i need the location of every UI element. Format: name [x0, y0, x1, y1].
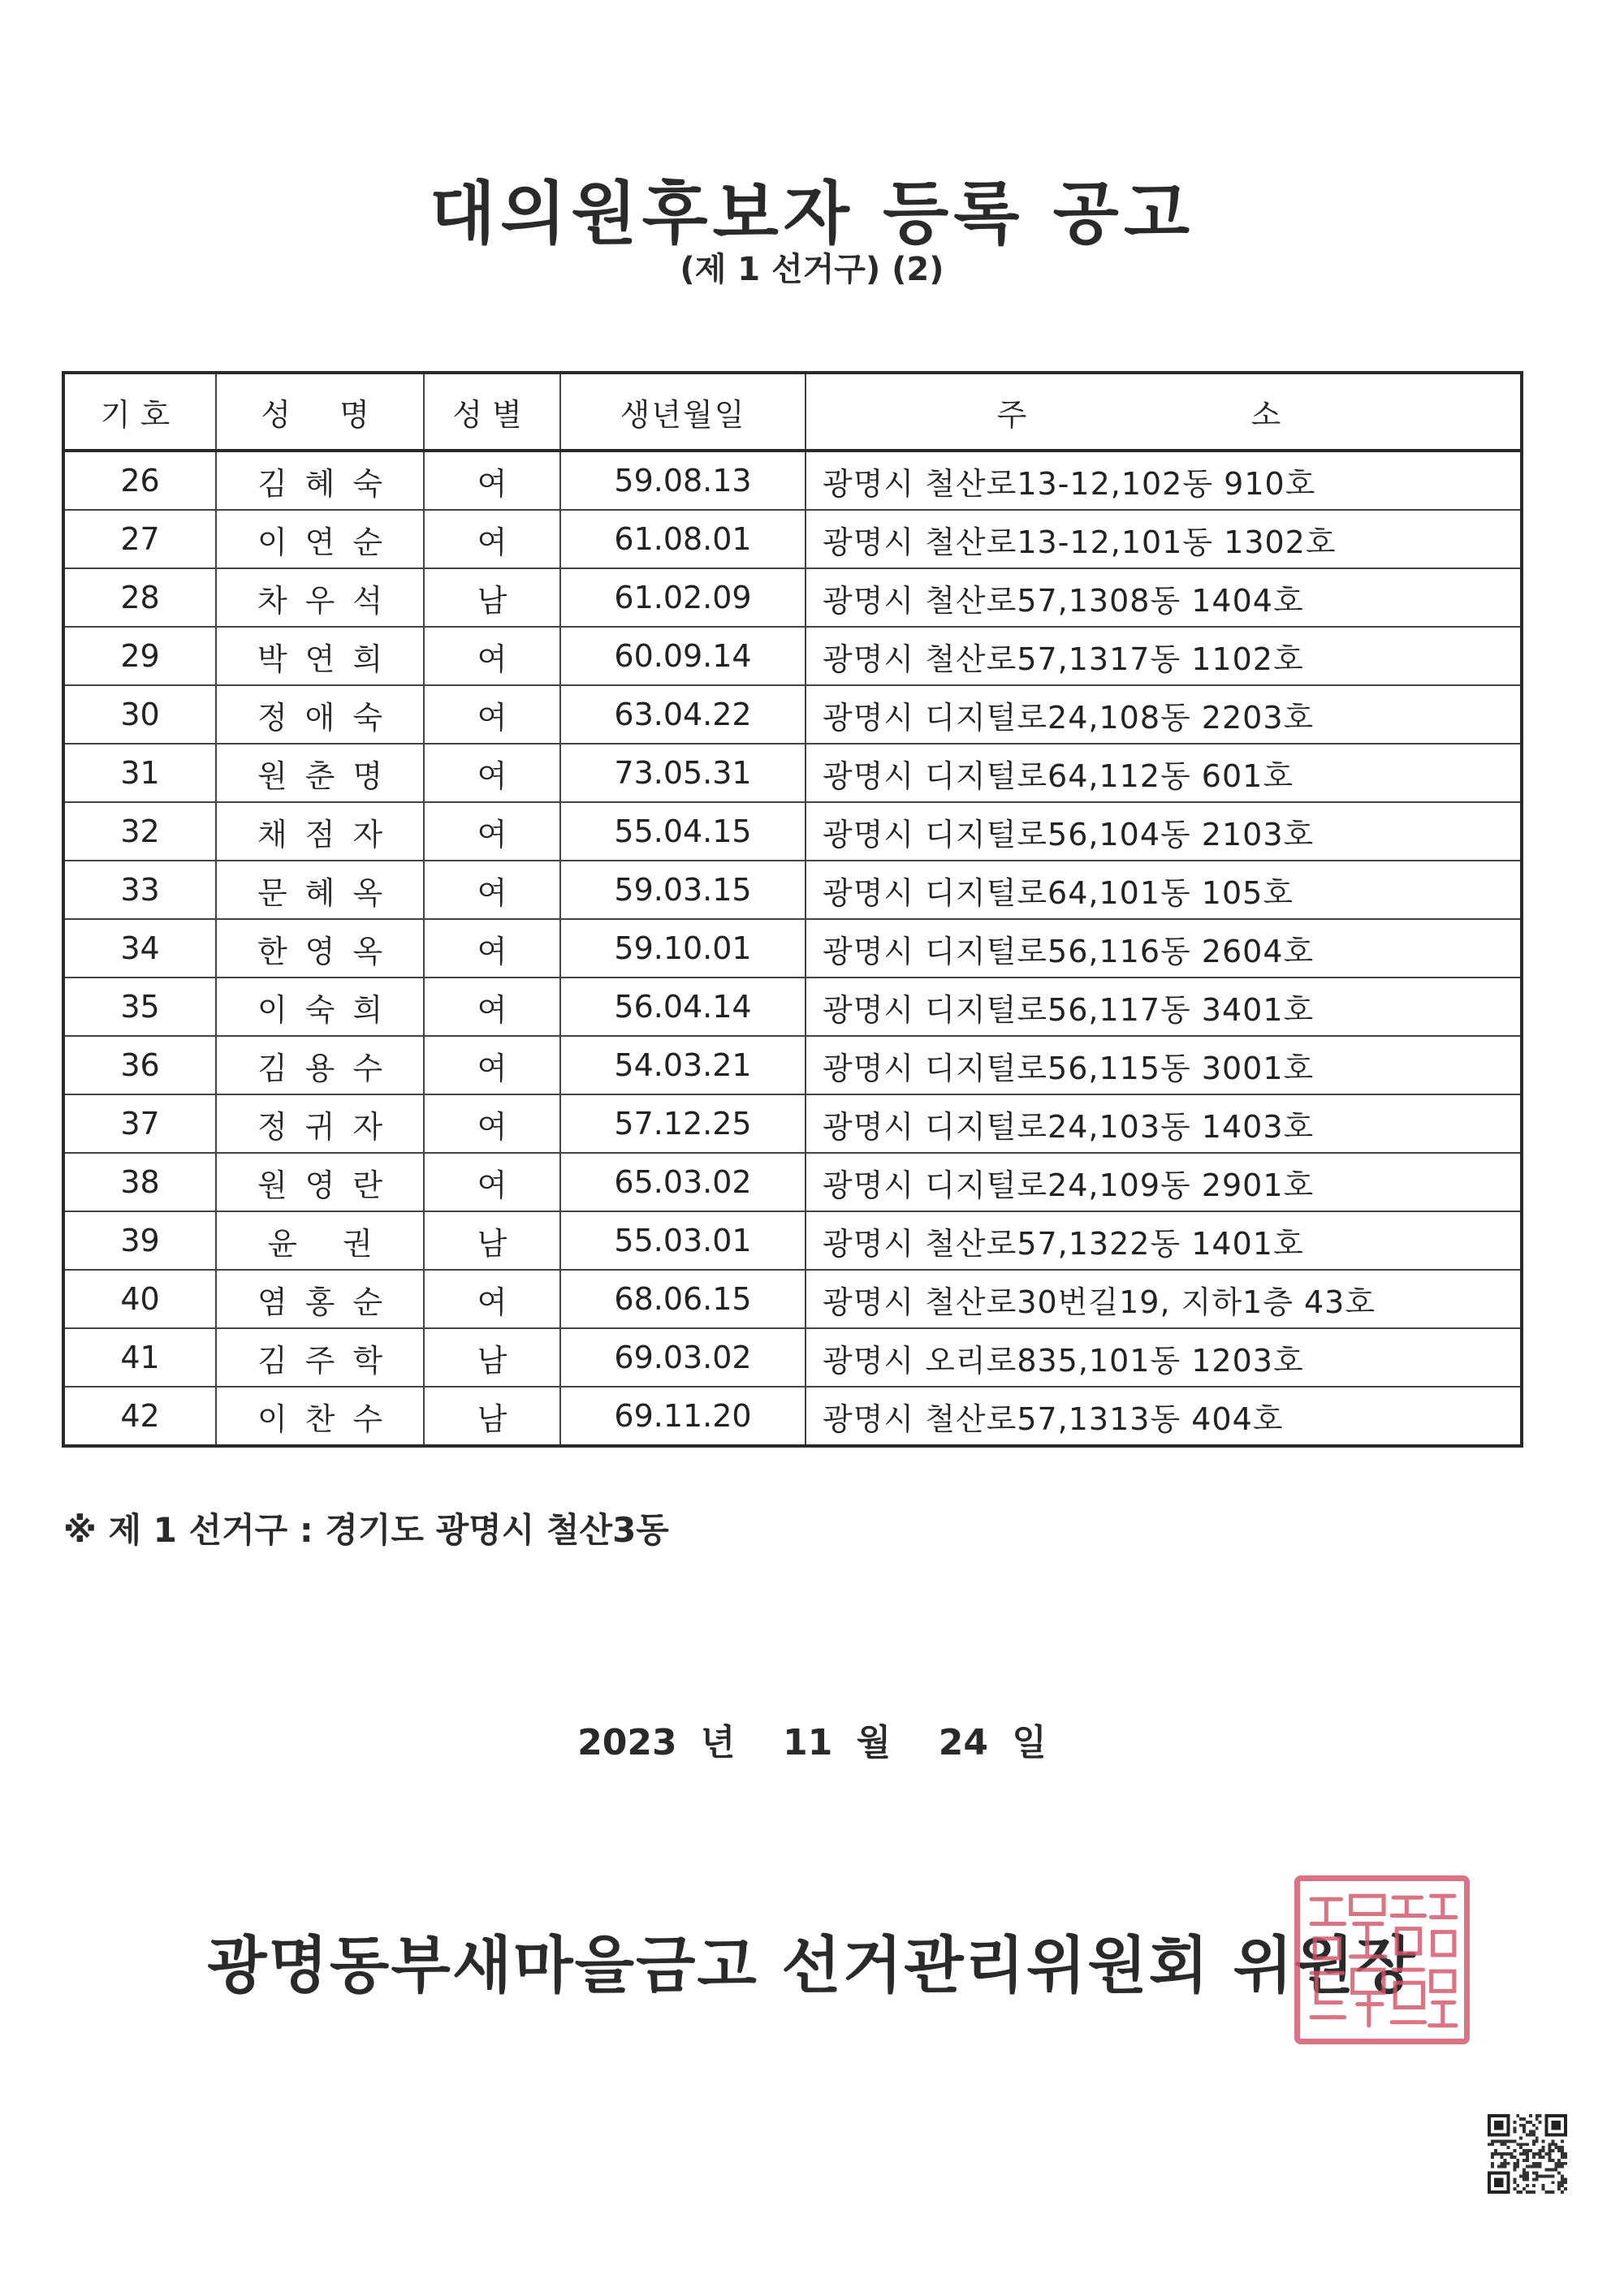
cell-birthdate: 59.03.15 — [560, 861, 806, 919]
cell-gender: 남 — [424, 568, 560, 627]
cell-gender: 여 — [424, 685, 560, 744]
header-address: 주 소 — [806, 373, 1522, 451]
cell-gender: 여 — [424, 1036, 560, 1094]
cell-address: 광명시 디지털로56,116동 2604호 — [806, 919, 1522, 978]
cell-address: 광명시 철산로57,1308동 1404호 — [806, 568, 1522, 627]
cell-number: 30 — [63, 685, 216, 744]
cell-birthdate: 55.04.15 — [560, 802, 806, 861]
cell-gender: 남 — [424, 1387, 560, 1446]
cell-gender: 여 — [424, 627, 560, 685]
table-row — [63, 568, 1522, 627]
cell-address: 광명시 철산로30번길19, 지하1층 43호 — [806, 1270, 1522, 1328]
cell-number: 27 — [63, 510, 216, 568]
cell-birthdate: 55.03.01 — [560, 1211, 806, 1270]
table-row — [63, 802, 1522, 861]
cell-gender: 여 — [424, 861, 560, 919]
cell-birthdate: 56.04.14 — [560, 978, 806, 1036]
table-row — [63, 1328, 1522, 1387]
cell-number: 42 — [63, 1387, 216, 1446]
cell-number: 35 — [63, 978, 216, 1036]
cell-number: 33 — [63, 861, 216, 919]
cell-name: 이숙희 — [216, 978, 424, 1036]
table-row — [63, 451, 1522, 510]
cell-address: 광명시 디지털로56,115동 3001호 — [806, 1036, 1522, 1094]
cell-number: 29 — [63, 627, 216, 685]
cell-number: 38 — [63, 1153, 216, 1211]
cell-birthdate: 68.06.15 — [560, 1270, 806, 1328]
cell-number: 26 — [63, 451, 216, 510]
cell-birthdate: 59.10.01 — [560, 919, 806, 978]
cell-name: 김주학 — [216, 1328, 424, 1387]
cell-gender: 여 — [424, 978, 560, 1036]
cell-gender: 여 — [424, 451, 560, 510]
cell-gender: 여 — [424, 802, 560, 861]
cell-birthdate: 61.08.01 — [560, 510, 806, 568]
cell-gender: 남 — [424, 1211, 560, 1270]
table-row — [63, 627, 1522, 685]
cell-birthdate: 61.02.09 — [560, 568, 806, 627]
candidate-table — [62, 371, 1523, 1448]
cell-address: 광명시 철산로57,1317동 1102호 — [806, 627, 1522, 685]
cell-address: 광명시 디지털로24,109동 2901호 — [806, 1153, 1522, 1211]
table-row — [63, 1270, 1522, 1328]
cell-name: 한영옥 — [216, 919, 424, 978]
seal-icon — [1300, 1881, 1464, 2039]
table-row — [63, 744, 1522, 802]
header-number: 기호 — [63, 373, 216, 451]
cell-number: 31 — [63, 744, 216, 802]
announcement-date: 2023 년 11 월 24 일 — [577, 1722, 1047, 1763]
cell-birthdate: 60.09.14 — [560, 627, 806, 685]
table-body — [63, 451, 1522, 1446]
cell-name: 염홍순 — [216, 1270, 424, 1328]
table-row — [63, 919, 1522, 978]
cell-birthdate: 57.12.25 — [560, 1094, 806, 1153]
header-row — [63, 373, 1522, 451]
official-seal-stamp — [1294, 1875, 1470, 2044]
cell-gender: 여 — [424, 1153, 560, 1211]
cell-name: 정애숙 — [216, 685, 424, 744]
cell-birthdate: 54.03.21 — [560, 1036, 806, 1094]
header-name: 성 명 — [216, 373, 424, 451]
cell-address: 광명시 디지털로64,112동 601호 — [806, 744, 1522, 802]
cell-birthdate: 69.03.02 — [560, 1328, 806, 1387]
cell-name: 차우석 — [216, 568, 424, 627]
table-row — [63, 978, 1522, 1036]
cell-address: 광명시 디지털로24,103동 1403호 — [806, 1094, 1522, 1153]
cell-name: 원영란 — [216, 1153, 424, 1211]
cell-gender: 여 — [424, 1270, 560, 1328]
table-row — [63, 861, 1522, 919]
table-row — [63, 1211, 1522, 1270]
table-header — [63, 373, 1522, 451]
cell-number: 36 — [63, 1036, 216, 1094]
cell-address: 광명시 오리로835,101동 1203호 — [806, 1328, 1522, 1387]
table-row — [63, 1387, 1522, 1446]
cell-birthdate: 63.04.22 — [560, 685, 806, 744]
table-row — [63, 510, 1522, 568]
document-title: 대의원후보자 등록 공고 — [430, 174, 1194, 253]
cell-gender: 여 — [424, 744, 560, 802]
cell-address: 광명시 디지털로56,117동 3401호 — [806, 978, 1522, 1036]
cell-number: 39 — [63, 1211, 216, 1270]
cell-birthdate: 59.08.13 — [560, 451, 806, 510]
cell-address: 광명시 철산로57,1322동 1401호 — [806, 1211, 1522, 1270]
qr-code-icon — [1488, 2114, 1567, 2194]
cell-gender: 여 — [424, 1094, 560, 1153]
cell-address: 광명시 디지털로56,104동 2103호 — [806, 802, 1522, 861]
table-row — [63, 685, 1522, 744]
cell-name: 윤 권 — [216, 1211, 424, 1270]
cell-name: 이연순 — [216, 510, 424, 568]
document-subtitle: (제 1 선거구) (2) — [680, 251, 944, 288]
table-row — [63, 1036, 1522, 1094]
cell-name: 원춘명 — [216, 744, 424, 802]
cell-address: 광명시 디지털로64,101동 105호 — [806, 861, 1522, 919]
cell-number: 41 — [63, 1328, 216, 1387]
cell-address: 광명시 철산로13-12,102동 910호 — [806, 451, 1522, 510]
cell-gender: 남 — [424, 1328, 560, 1387]
cell-number: 37 — [63, 1094, 216, 1153]
cell-address: 광명시 철산로57,1313동 404호 — [806, 1387, 1522, 1446]
cell-birthdate: 73.05.31 — [560, 744, 806, 802]
cell-address: 광명시 철산로13-12,101동 1302호 — [806, 510, 1522, 568]
cell-birthdate: 69.11.20 — [560, 1387, 806, 1446]
cell-number: 28 — [63, 568, 216, 627]
cell-gender: 여 — [424, 510, 560, 568]
cell-birthdate: 65.03.02 — [560, 1153, 806, 1211]
issuer-signature: 광명동부새마을금고 선거관리위원회 위원장 — [207, 1929, 1417, 2001]
cell-gender: 여 — [424, 919, 560, 978]
cell-name: 채점자 — [216, 802, 424, 861]
cell-name: 박연희 — [216, 627, 424, 685]
district-note: ※ 제 1 선거구 : 경기도 광명시 철산3동 — [63, 1510, 669, 1550]
cell-name: 김혜숙 — [216, 451, 424, 510]
cell-number: 32 — [63, 802, 216, 861]
cell-name: 김용수 — [216, 1036, 424, 1094]
cell-name: 정귀자 — [216, 1094, 424, 1153]
cell-name: 문혜옥 — [216, 861, 424, 919]
cell-number: 40 — [63, 1270, 216, 1328]
header-gender: 성별 — [424, 373, 560, 451]
header-birthdate: 생년월일 — [560, 373, 806, 451]
cell-number: 34 — [63, 919, 216, 978]
table-row — [63, 1094, 1522, 1153]
cell-address: 광명시 디지털로24,108동 2203호 — [806, 685, 1522, 744]
table-row — [63, 1153, 1522, 1211]
cell-name: 이찬수 — [216, 1387, 424, 1446]
